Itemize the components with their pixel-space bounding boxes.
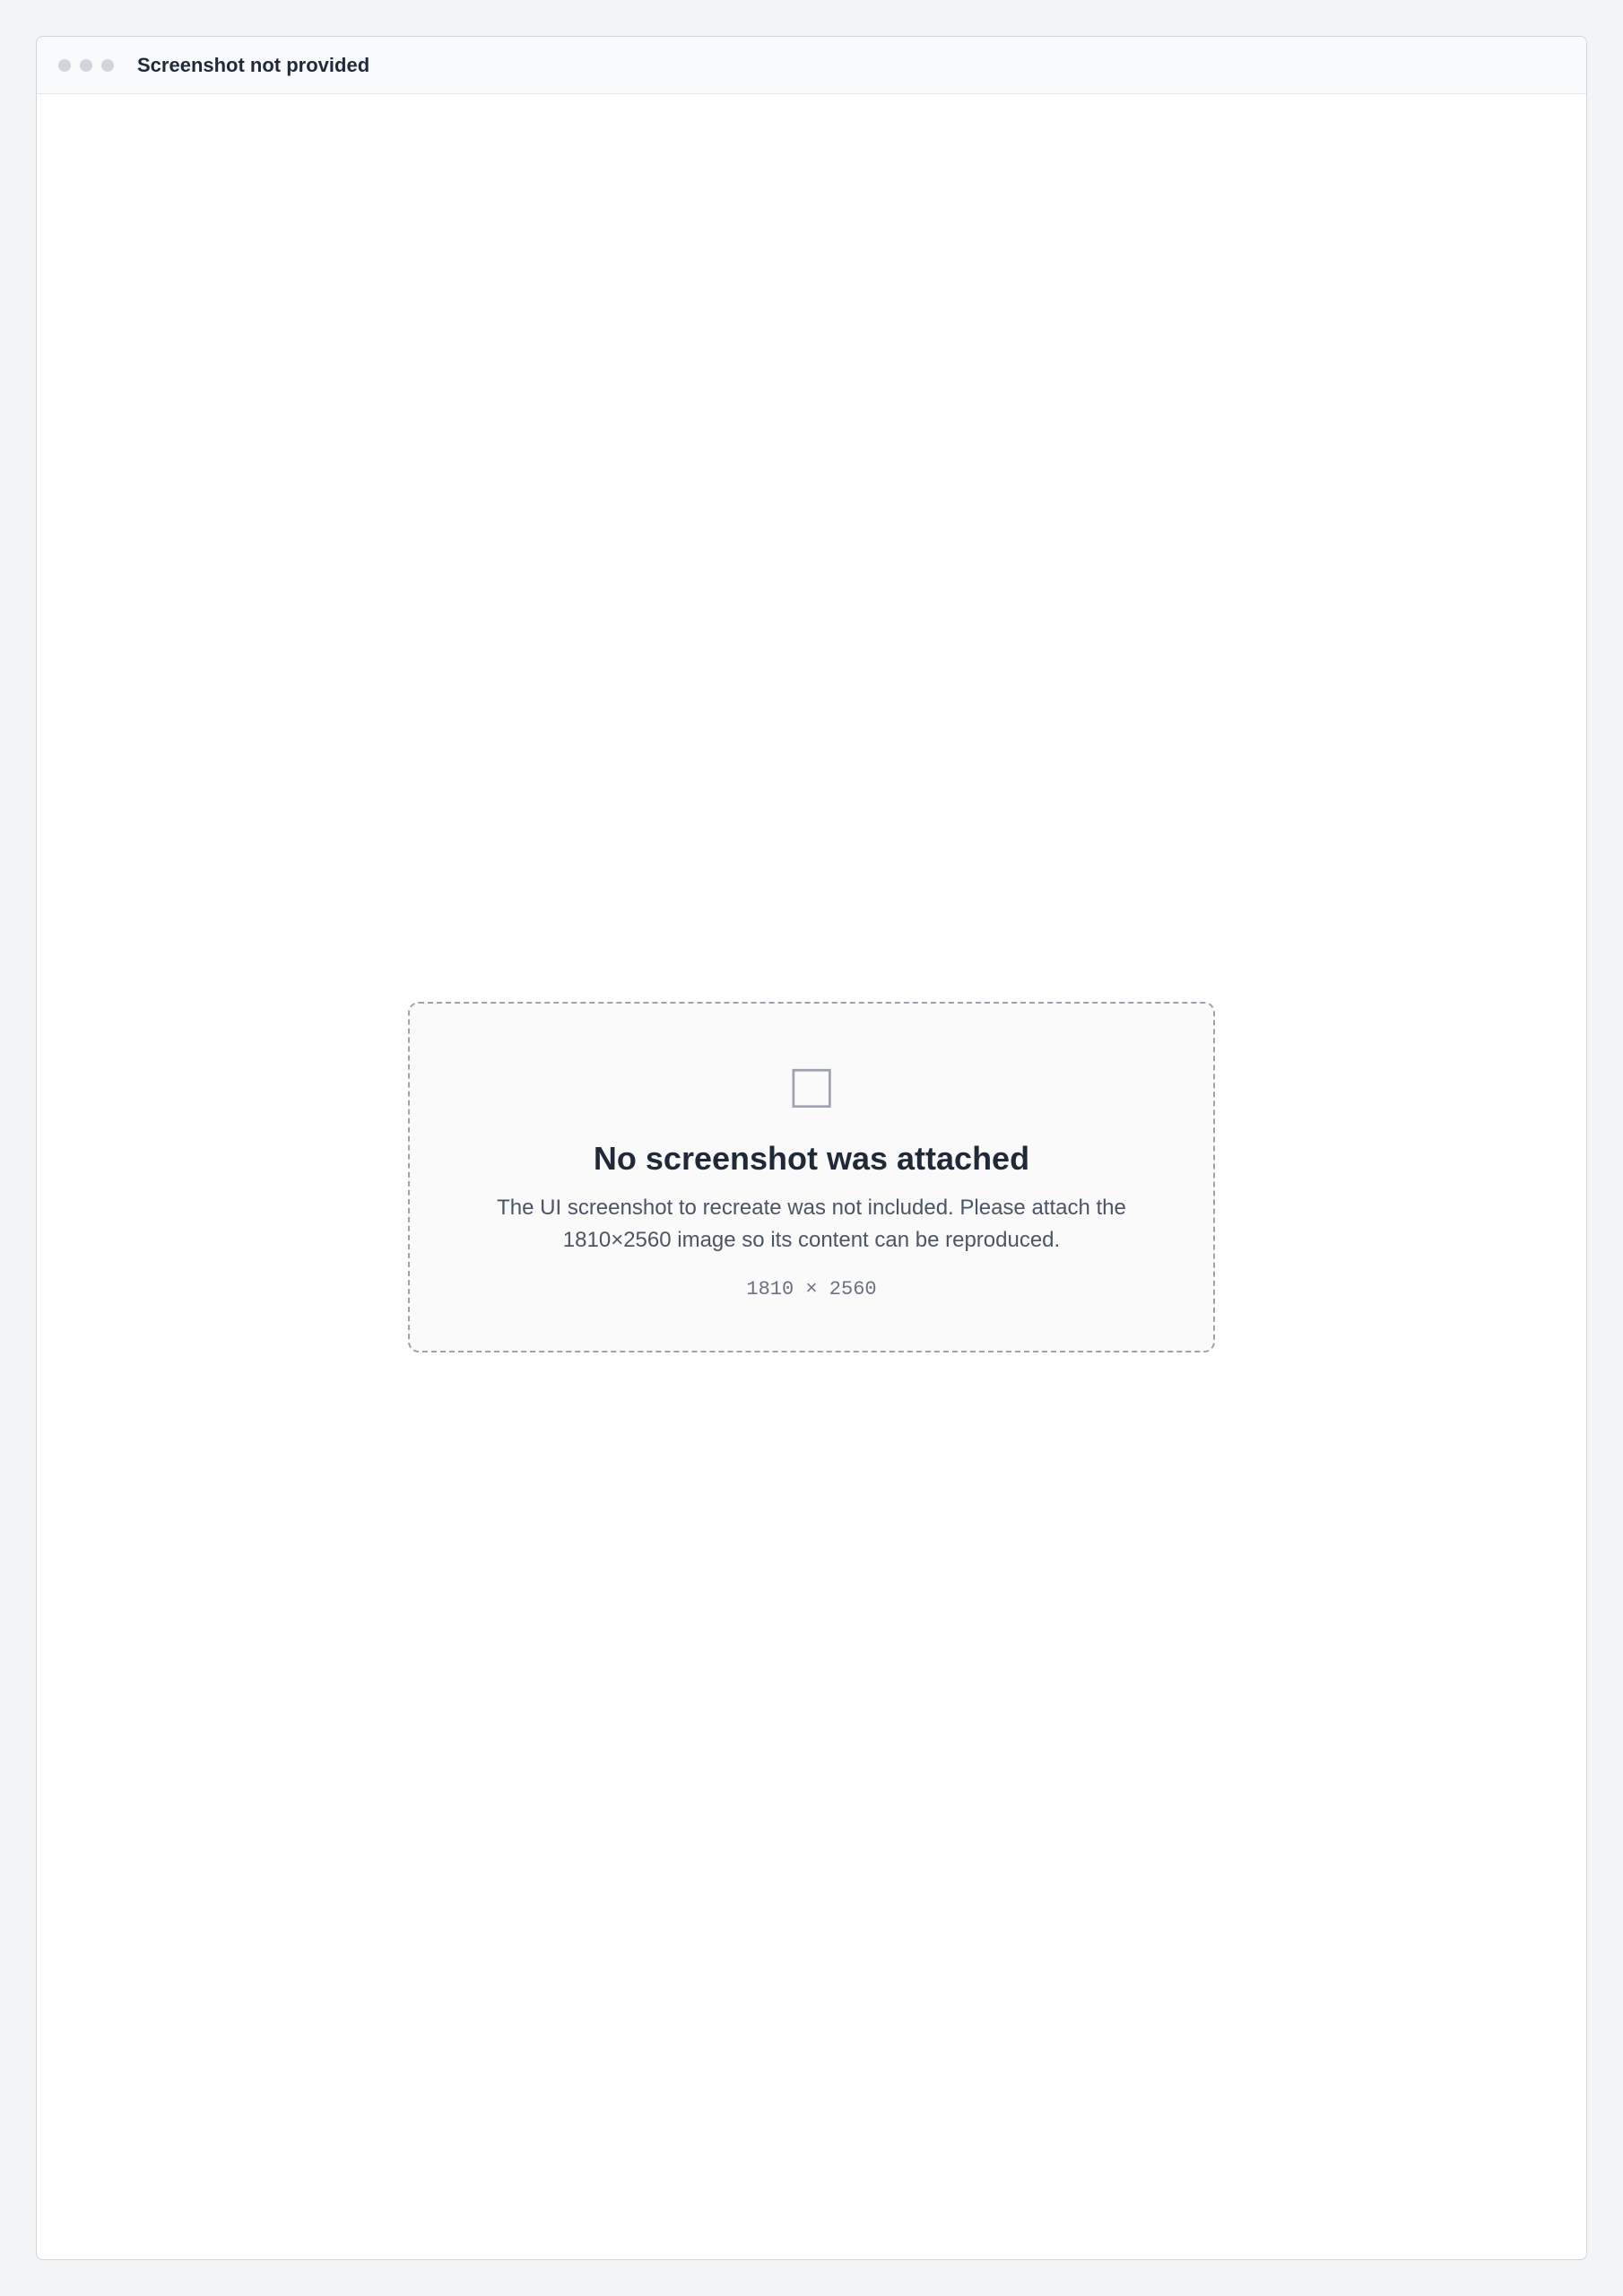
missing-image-placeholder xyxy=(408,1002,1215,1352)
placeholder-heading: No screenshot was attached xyxy=(593,1139,1030,1177)
main-content xyxy=(37,94,1586,2259)
title-bar xyxy=(37,37,1586,94)
placeholder-message: The UI screenshot to recreate was not included. Please attach the 1810×2560 image so its content can be reproduced. xyxy=(497,1195,1126,1252)
app-window xyxy=(36,36,1587,2260)
window-control-maximize[interactable] xyxy=(101,59,114,72)
window-control-minimize[interactable] xyxy=(80,59,92,72)
window-title: Screenshot not provided xyxy=(137,53,370,76)
placeholder-size-label: 1810 × 2560 xyxy=(746,1277,877,1300)
image-missing-icon: □ xyxy=(792,1049,831,1122)
window-control-close[interactable] xyxy=(58,59,71,72)
